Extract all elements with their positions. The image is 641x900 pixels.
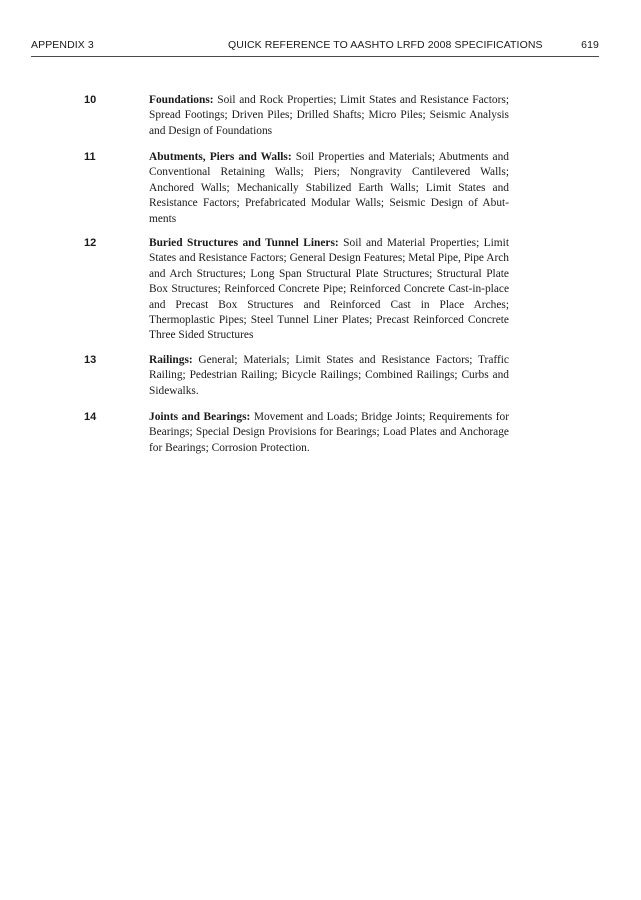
section-text (149, 236, 509, 344)
appendix-label: APPENDIX 3 (31, 39, 94, 51)
header-rule (31, 56, 599, 57)
section-title: Abutments, Piers and Walls: (149, 151, 292, 163)
section-number: 14 (84, 411, 97, 423)
running-header (31, 39, 599, 55)
section-title: Joints and Bearings: (149, 411, 251, 423)
section-text (149, 353, 509, 399)
section-description: Soil Properties and Materials; Abutments and Conventional Retaining Walls; Piers; Nongravity Cantilevered Walls; Anchored Walls; Mechanically Stabilized Earth Walls; Limit States and Resistance Factors; Prefabricated Modular Walls; Seismic Design of Abutments (149, 151, 509, 225)
section-title: Foundations: (149, 94, 214, 106)
book-title: QUICK REFERENCE TO AASHTO LRFD 2008 SPECIFICATIONS (228, 39, 543, 51)
section-text (149, 410, 509, 456)
section-description: Soil and Material Properties; Limit States and Resistance Factors; General Design Features; Metal Pipe, Pipe Arch and Arch Structures; Long Span Structural Plate Structures; Structural Plate Box Structures; Reinforced Concrete Pipe; Reinforced Concrete Cast-in-place and Precast Box Structures and Reinforced Cast in Place Arches; Thermoplastic Pipes; Steel Tunnel Liner Plates; Precast Reinforced Concrete Three Sided Structures (149, 237, 509, 342)
section-number: 12 (84, 237, 97, 249)
section-description: Soil and Rock Properties; Limit States and Resistance Factors; Spread Footings; Driven Piles; Drilled Shafts; Micro Piles; Seismic Analysis and Design of Foundations (149, 94, 509, 137)
section-description: General; Materials; Limit States and Resistance Factors; Traffic Railing; Pedestrian Railing; Bicycle Railings; Combined Railings; Curbs and Sidewalks. (149, 354, 509, 397)
section-number: 10 (84, 94, 97, 106)
section-title: Buried Structures and Tunnel Liners: (149, 237, 339, 249)
page-number: 619 (581, 39, 599, 51)
section-text (149, 93, 509, 139)
section-title: Railings: (149, 354, 193, 366)
section-text (149, 150, 509, 227)
section-number: 11 (84, 151, 96, 163)
section-number: 13 (84, 354, 97, 366)
section-description: Movement and Loads; Bridge Joints; Requirements for Bearings; Special Design Provisions for Bearings; Load Plates and Anchorage for Bearings; Corrosion Protection. (149, 411, 509, 454)
